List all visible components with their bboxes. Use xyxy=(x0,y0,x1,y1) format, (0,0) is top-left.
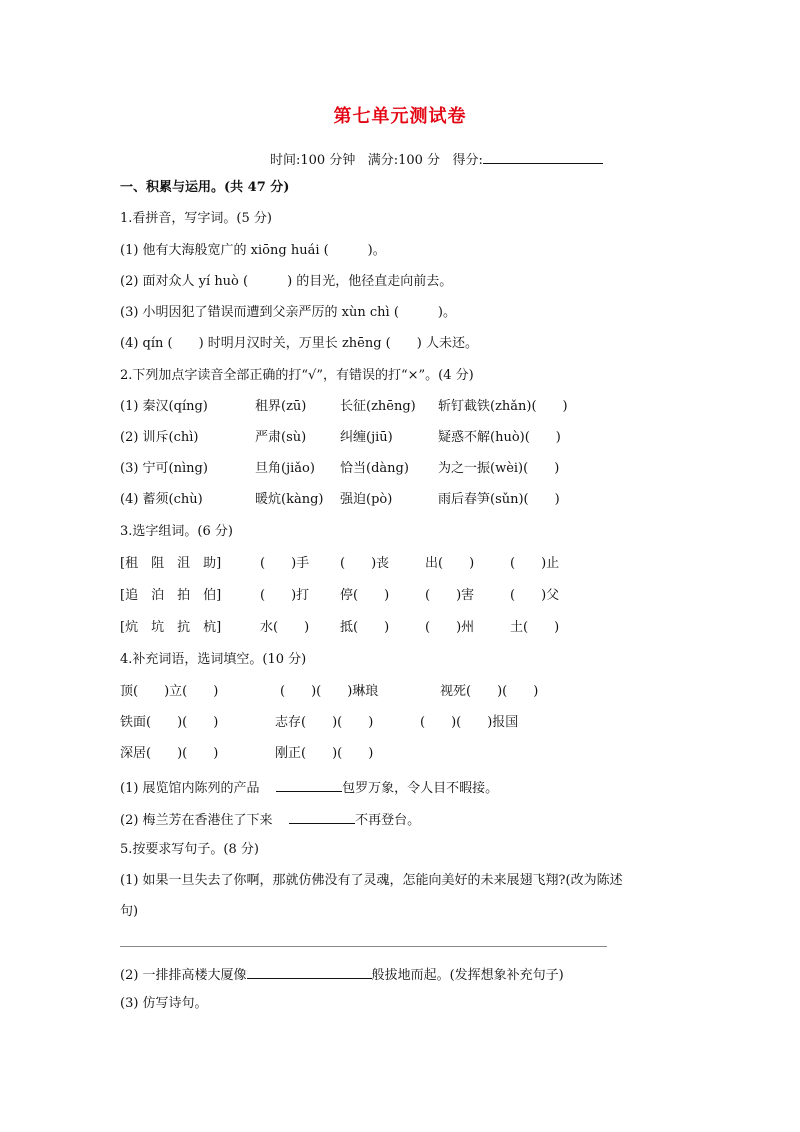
q3-word: ( )州 xyxy=(425,620,475,635)
q4-idiom: 深居( )( ) xyxy=(120,746,219,761)
q3-word: ( )父 xyxy=(510,588,560,603)
q4-fill-2-suffix: 不再登台。 xyxy=(355,813,421,828)
q4-fill-1-suffix: 包罗万象，令人目不暇接。 xyxy=(342,781,499,796)
q3-word: ( )手 xyxy=(260,556,310,571)
q5-item-2 xyxy=(120,966,564,982)
q3-chars: [租 阻 沮 助] xyxy=(120,556,222,571)
q3-word: ( )止 xyxy=(510,556,560,571)
q1-item: (3) 小明因犯了错误而遭到父亲严厉的 xùn chì ( )。 xyxy=(120,305,456,320)
exam-info xyxy=(270,151,603,167)
q3-word: 抵( ) xyxy=(340,620,390,635)
q2-cell: 暖炕(kàng) xyxy=(255,492,324,507)
q5-title: 5.按要求写句子。(8 分) xyxy=(120,842,259,857)
q3-title: 3.选字组词。(6 分) xyxy=(120,524,233,539)
q5-item-3: (3) 仿写诗句。 xyxy=(120,996,208,1011)
q4-fill-1 xyxy=(120,779,498,795)
q2-cell: (1) 秦汉(qíng) xyxy=(120,399,208,414)
q1-item: (2) 面对众人 yí huò ( ) 的目光，他径直走向前去。 xyxy=(120,274,453,289)
q2-cell: 为之一振(wèi)( ) xyxy=(438,461,560,476)
q2-cell: 旦角(jiǎo) xyxy=(255,461,315,476)
q5-item-2-blank[interactable] xyxy=(247,966,372,979)
page-title: 第七单元测试卷 xyxy=(333,106,467,127)
q2-cell: 疑惑不解(huò)( ) xyxy=(438,430,561,445)
full-score-label: 满分:100 分 xyxy=(367,153,441,168)
q3-word: ( )丧 xyxy=(340,556,390,571)
q1-item: (1) 他有大海般宽广的 xiōng huái ( )。 xyxy=(120,243,386,258)
q3-word: ( )害 xyxy=(425,588,475,603)
q5-item-2-prefix: (2) 一排排高楼大厦像 xyxy=(120,968,247,983)
answer-line[interactable] xyxy=(120,946,607,947)
q3-word: 出( ) xyxy=(425,556,475,571)
q3-word: ( )打 xyxy=(260,588,310,603)
q4-fill-1-blank[interactable] xyxy=(276,779,342,792)
q3-chars: [追 泊 拍 伯] xyxy=(120,588,222,603)
q2-cell: 纠缠(jiū) xyxy=(340,430,393,445)
q4-fill-1-prefix: (1) 展览馆内陈列的产品 xyxy=(120,781,260,796)
q2-cell: (2) 训斥(chì) xyxy=(120,430,199,445)
q2-cell: 长征(zhēng) xyxy=(340,399,416,414)
q2-cell: 雨后春笋(sǔn)( ) xyxy=(438,492,560,507)
q4-fill-2-prefix: (2) 梅兰芳在香港住了下来 xyxy=(120,813,273,828)
q4-idiom: 视死( )( ) xyxy=(440,684,539,699)
q4-idiom: 志存( )( ) xyxy=(275,715,374,730)
time-label: 时间:100 分钟 xyxy=(270,153,356,168)
q2-cell: 斩钉截铁(zhǎn)( ) xyxy=(438,399,568,414)
q2-title: 2.下列加点字读音全部正确的打“√”，有错误的打“×”。(4 分) xyxy=(120,368,474,383)
q2-cell: 恰当(dàng) xyxy=(340,461,409,476)
q4-fill-2-blank[interactable] xyxy=(289,811,355,824)
q3-chars: [炕 坑 抗 杭] xyxy=(120,620,222,635)
q4-idiom: 顶( )立( ) xyxy=(120,684,219,699)
q2-cell: 租界(zū) xyxy=(255,399,307,414)
q2-cell: 强迫(pò) xyxy=(340,492,393,507)
q4-idiom: 铁面( )( ) xyxy=(120,715,219,730)
q5-item-1: (1) 如果一旦失去了你啊，那就仿佛没有了灵魂，怎能向美好的未来展翅飞翔?(改为陈述 xyxy=(120,873,623,888)
score-blank[interactable] xyxy=(483,151,603,164)
q3-word: 水( ) xyxy=(260,620,310,635)
q3-word: 土( ) xyxy=(510,620,560,635)
q1-item: (4) qín ( ) 时明月汉时关，万里长 zhēng ( ) 人未还。 xyxy=(120,336,478,351)
q4-title: 4.补充词语，选词填空。(10 分) xyxy=(120,652,307,667)
q4-idiom: ( )( )报国 xyxy=(420,715,519,730)
q4-fill-2 xyxy=(120,811,420,827)
section-heading: 一、积累与运用。(共 47 分) xyxy=(120,180,290,195)
q3-word: 停( ) xyxy=(340,588,390,603)
q4-idiom: ( )( )琳琅 xyxy=(280,684,379,699)
q5-item-1-cont: 句) xyxy=(120,904,139,919)
q2-cell: 严肃(sù) xyxy=(255,430,307,445)
q1-title: 1.看拼音，写字词。(5 分) xyxy=(120,211,272,226)
q2-cell: (4) 蓄须(chù) xyxy=(120,492,203,507)
score-label: 得分: xyxy=(452,153,483,168)
q4-idiom: 刚正( )( ) xyxy=(275,746,374,761)
q2-cell: (3) 宁可(nìng) xyxy=(120,461,208,476)
q5-item-2-suffix: 般拔地而起。(发挥想象补充句子) xyxy=(371,968,564,983)
